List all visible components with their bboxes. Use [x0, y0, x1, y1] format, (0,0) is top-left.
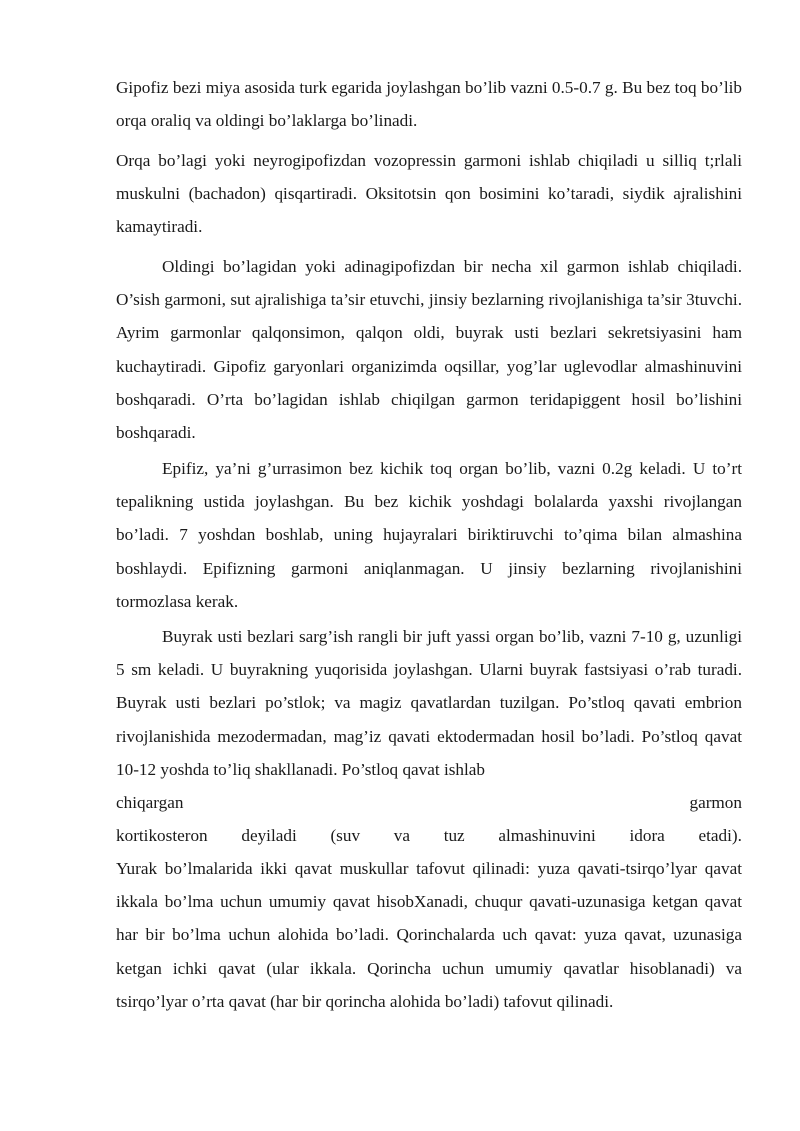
line-word: (suv: [330, 826, 361, 845]
paragraph-buyrak-usti: Buyrak usti bezlari sarg’ish rangli bir juft yassi organ bo’lib, vazni 7-10 g, uzunligi 5 sm keladi. U buyrakning yuqorisida joylashgan. Ularni buyrak fastsiyasi o’rab turadi. Buyrak usti bezlari po’stlok; va magiz qavatlardan tuzilgan. Po’stloq qavati embrion rivojlanishida mezodermadan, mag’iz qavati ektodermadan hosil bo’ladi. Po’stloq qavat 10-12 yoshda to’liq shakllanadi. Po’stloq qavat ishlab: [116, 627, 742, 779]
line-word: kortikosteron: [116, 826, 208, 845]
paragraph-epifiz: Epifiz, ya’ni g’urrasimon bez kichik toq organ bo’lib, vazni 0.2g keladi. U to’rt tepalikning ustida joylashgan. Bu bez kichik yoshdagi bolalarda yaxshi rivojlangan bo’ladi. 7 yoshdan boshlab, uning hujayralari biriktiruvchi to’qima bilan almashina boshlaydi. Epifizning garmoni aniqlanmagan. U jinsiy bezlarning rivojlanishini tormozlasa kerak.: [116, 459, 742, 611]
split-text-line: [116, 786, 742, 819]
paragraph-oldingi-bolagi: Oldingi bo’lagidan yoki adinagipofizdan bir necha xil garmon ishlab chiqiladi. O’sish garmoni, sut ajralishiga ta’sir etuvchi, jinsiy bezlarning rivojlanishiga ta’sir 3tuvchi. Ayrim garmonlar qalqonsimon, qalqon oldi, buyrak usti bezlari sekretsiyasini ham kuchaytiradi. Gipofiz garyonlari organizimda oqsillar, yog’lar uglevodlar almashinuvini boshqaradi. O’rta bo’lagidan ishlab chiqilgan garmon teridapiggent hosil bo’lishini boshqaradi.: [116, 257, 742, 443]
line-word: tuz: [443, 826, 465, 845]
paragraph-orqa-bolagi: Orqa bo’lagi yoki neyrogipofizdan vozopressin garmoni ishlab chiqiladi u silliq t;rlali muskulni (bachadon) qisqartiradi. Oksitotsin qon bosimini ko’taradi, siydik ajralishini kamaytiradi.: [116, 151, 742, 237]
paragraph-yurak: Yurak bo’lmalarida ikki qavat muskullar tafovut qilinadi: yuza qavati-tsirqo’lyar qavat ikkala bo’lma uchun umumiy qavat hisobXanadi, chuqur qavati-uzunasiga ketgan qavat har bir bo’lma uchun alohida bo’ladi. Qorinchalarda uch qavat: yuza qavat, uzunasiga ketgan ichki qavat (ular ikkala. Qorincha uchun umumiy qavatlar hisoblanadi) va tsirqo’lyar o’rta qavat (har bir qorincha alohida bo’ladi) tafovut qilinadi.: [116, 859, 742, 1011]
line-word: deyiladi: [241, 826, 297, 845]
line-word: va: [393, 826, 410, 845]
line-word: etadi).: [698, 826, 742, 845]
paragraph-gipofiz-intro: Gipofiz bezi miya asosida turk egarida joylashgan bo’lib vazni 0.5-0.7 g. Bu bez toq bo’lib orqa oraliq va oldingi bo’laklarga bo’linadi.: [116, 78, 742, 131]
justified-text-line: [116, 819, 742, 852]
line-word: almashinuvini: [498, 826, 596, 845]
line-word: idora: [629, 826, 665, 845]
split-word-left: chiqargan: [116, 793, 184, 812]
split-word-right: garmon: [689, 793, 742, 812]
